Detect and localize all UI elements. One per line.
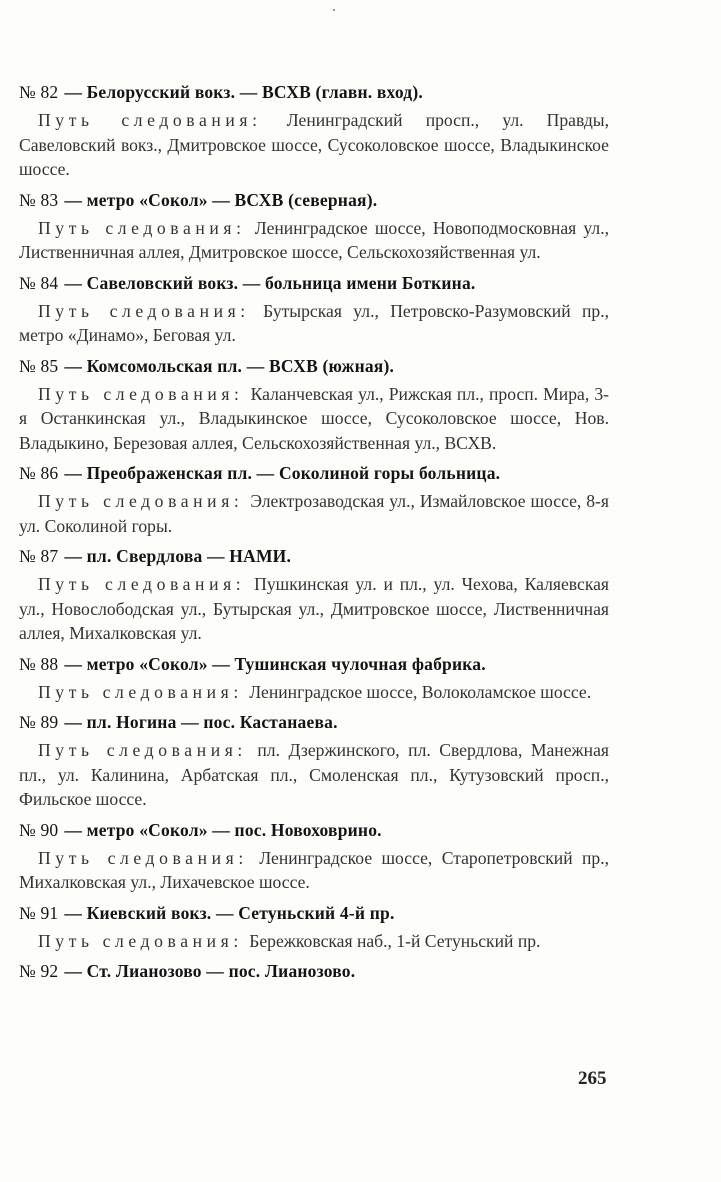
- route-number: № 85: [19, 355, 59, 376]
- route-description: [19, 382, 609, 456]
- route-path-label: Путь следования:: [38, 574, 246, 594]
- route-description: [19, 489, 609, 538]
- route-title: — пл. Свердлова — НАМИ.: [64, 546, 292, 566]
- page-number: 265: [578, 1068, 607, 1089]
- route-description: [19, 216, 609, 265]
- route-description: [19, 738, 609, 812]
- route-description: [19, 299, 609, 348]
- route-entry: [19, 710, 609, 812]
- route-entry: [19, 271, 609, 348]
- route-path-label: Путь следования:: [38, 681, 243, 702]
- route-number: № 90: [19, 819, 59, 840]
- route-description: [19, 846, 609, 895]
- route-heading: [19, 901, 609, 925]
- route-path-label: Путь следования:: [38, 110, 262, 130]
- route-heading: [19, 188, 609, 212]
- route-path-label: Путь следования:: [38, 740, 247, 760]
- route-path: Каланчевская ул., Рижская пл., просп. Мира, 3-я Останкинская ул., Владыкинское шоссе, Сусоколовское шоссе, Нов. Владыкино, Березовая аллея, Сельскохозяйственная ул., ВСХВ.: [19, 383, 609, 453]
- route-number: № 89: [19, 712, 59, 732]
- route-path: Бутырская ул., Петровско-Разумовский пр., метро «Динамо», Беговая ул.: [19, 300, 609, 345]
- route-heading: [19, 710, 609, 734]
- route-entry: [19, 544, 609, 646]
- route-path: Ленинградский просп., ул. Правды, Савеловский вокз., Дмитровское шоссе, Сусоколовское шоссе, Владыкинское шоссе.: [19, 110, 610, 179]
- route-description: [19, 108, 609, 182]
- route-entry: [19, 652, 609, 705]
- route-entry: [19, 901, 609, 954]
- route-path: Пушкинская ул. и пл., ул. Чехова, Каляевская ул., Новослободская ул., Бутырская ул., Дмитровское шоссе, Лиственничная аллея, Михалковская ул.: [19, 574, 610, 643]
- route-description: [19, 572, 609, 646]
- route-title: — метро «Сокол» — пос. Новоховрино.: [64, 819, 382, 840]
- route-heading: [19, 80, 609, 104]
- route-heading: [19, 818, 609, 842]
- route-entry: [19, 80, 609, 182]
- route-heading: [19, 544, 609, 568]
- route-number: № 92: [19, 961, 59, 981]
- route-entry: [19, 188, 609, 265]
- route-path-label: Путь следования:: [38, 847, 248, 868]
- route-number: № 83: [19, 189, 59, 210]
- route-title: — Комсомольская пл. — ВСХВ (южная).: [64, 355, 395, 376]
- route-entry: [19, 461, 609, 538]
- route-path-label: Путь следования:: [38, 383, 244, 404]
- route-number: № 86: [19, 463, 59, 483]
- route-title: — Савеловский вокз. — больница имени Боткина.: [64, 272, 476, 293]
- route-entry: [19, 959, 609, 983]
- route-number: № 88: [19, 653, 59, 674]
- route-path-label: Путь следования:: [38, 491, 244, 511]
- route-path: Бережковская наб., 1-й Сетуньский пр.: [249, 930, 541, 951]
- route-path: пл. Дзержинского, пл. Свердлова, Манежная пл., ул. Калинина, Арбатская пл., Смоленская пл., Кутузовский просп., Фильское шоссе.: [19, 740, 609, 809]
- route-heading: [19, 461, 609, 485]
- route-title: — Ст. Лианозово — пос. Лианозово.: [64, 961, 356, 981]
- route-heading: [19, 652, 609, 676]
- route-heading: [19, 271, 609, 295]
- route-description: [19, 929, 609, 954]
- route-title: — метро «Сокол» — ВСХВ (северная).: [64, 189, 378, 210]
- route-title: — Преображенская пл. — Соколиной горы больница.: [64, 463, 501, 483]
- route-path-label: Путь следования:: [38, 930, 243, 951]
- print-speck: [333, 9, 335, 11]
- route-number: № 84: [19, 272, 59, 293]
- route-path: Ленинградское шоссе, Новоподмосковная ул., Лиственничная аллея, Дмитровское шоссе, Сельскохозяйственная ул.: [19, 217, 609, 262]
- route-title: — Киевский вокз. — Сетуньский 4-й пр.: [64, 902, 395, 923]
- route-path: Электрозаводская ул., Измайловское шоссе, 8-я ул. Соколиной горы.: [19, 491, 609, 536]
- route-number: № 82: [19, 82, 59, 102]
- route-title: — пл. Ногина — пос. Кастанаева.: [64, 712, 338, 732]
- route-path-label: Путь следования:: [38, 300, 250, 321]
- route-heading: [19, 959, 609, 983]
- route-entry: [19, 818, 609, 895]
- route-entry: [19, 354, 609, 456]
- route-path: Ленинградское шоссе, Старопетровский пр., Михалковская ул., Лихачевское шоссе.: [19, 847, 610, 892]
- route-description: [19, 680, 609, 705]
- route-title: — метро «Сокол» — Тушинская чулочная фабрика.: [64, 653, 486, 674]
- route-heading: [19, 354, 609, 378]
- route-number: № 87: [19, 546, 59, 566]
- route-number: № 91: [19, 902, 59, 923]
- route-title: — Белорусский вокз. — ВСХВ (главн. вход).: [64, 82, 423, 102]
- route-list: [19, 80, 609, 987]
- route-path-label: Путь следования:: [38, 217, 246, 238]
- route-path: Ленинградское шоссе, Волоколамское шоссе.: [249, 681, 592, 702]
